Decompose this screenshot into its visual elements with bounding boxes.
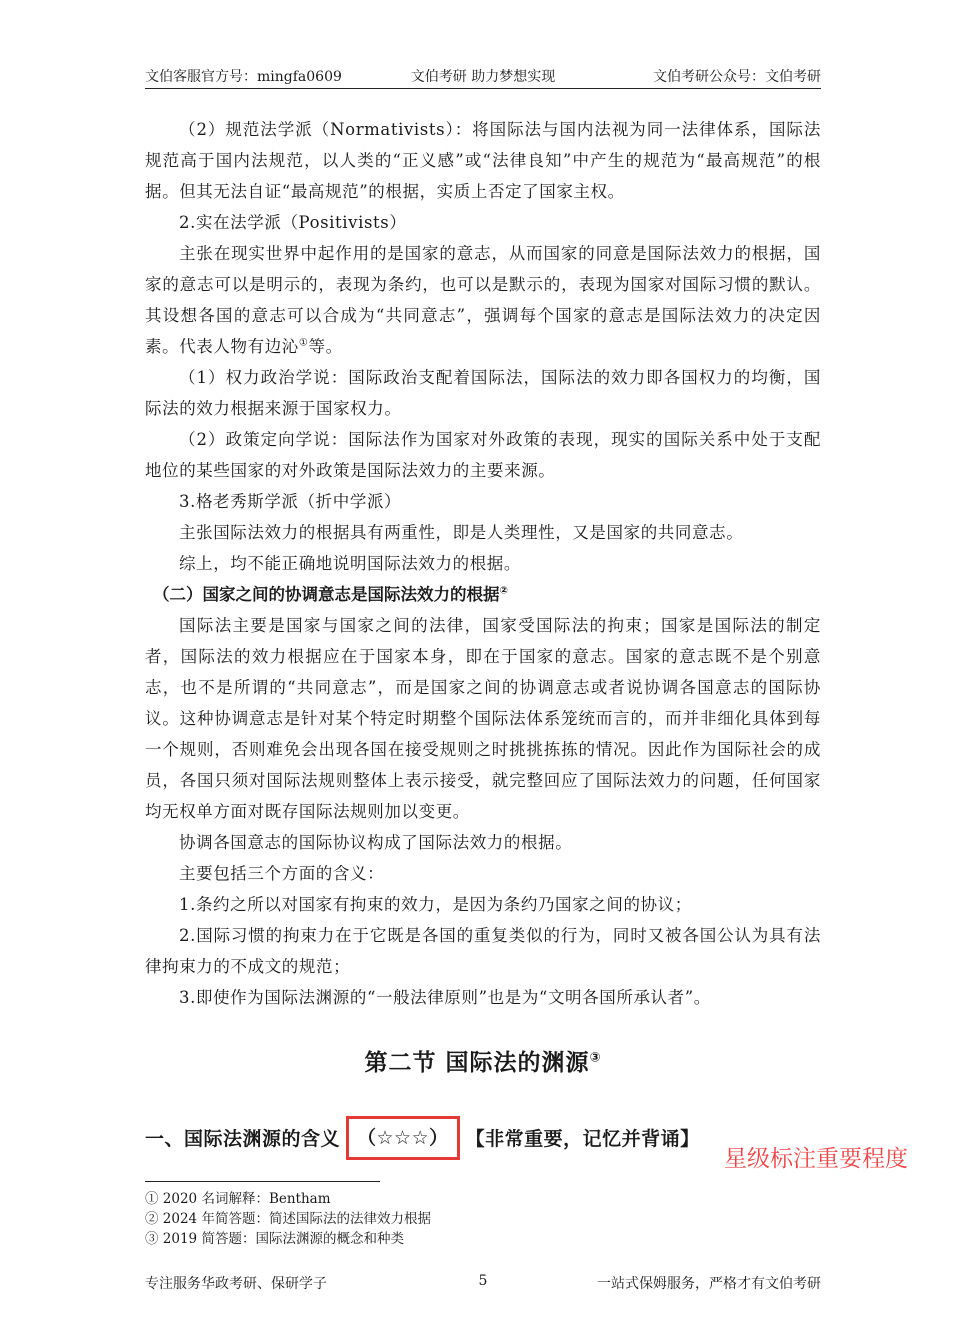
footnote-ref-3: ③	[589, 1050, 602, 1066]
header-center-text: 文伯考研 助力梦想实现	[410, 69, 556, 85]
header-right-text: 文伯考研公众号：文伯考研	[653, 69, 821, 85]
paragraph-treaty: 1.条约之所以对国家有拘束的效力，是因为条约乃国家之间的协议；	[179, 895, 692, 914]
paragraph-power-politics: （1）权力政治学说：国际政治支配着国际法，国际法的效力即各国权力的均衡，国际法的效力根据来源于国家权力。	[145, 368, 821, 418]
paragraph-positivists-text: 主张在现实世界中起作用的是国家的意志，从而国家的同意是国际法效力的根据，国家的意志可以是明示的，表现为条约，也可以是默示的，表现为国家对国际习惯的默认。其设想各国的意志可以合成为“共同意志”，强调每个国家的意志是国际法效力的决定因素。代表人物有边沁	[145, 244, 821, 356]
paragraph-policy-oriented: （2）政策定向学说：国际法作为国家对外政策的表现，现实的国际关系中处于支配地位的某些国家的对外政策是国际法效力的主要来源。	[145, 430, 821, 480]
header-left-text: 文伯客服官方号：mingfa0609	[145, 69, 342, 85]
footnotes	[145, 1189, 431, 1249]
section-title-text: 第二节 国际法的渊源	[364, 1050, 590, 1076]
subheading-text: （二）国家之间的协调意志是国际法效力的根据	[153, 585, 500, 604]
footnote-3: ③ 2019 简答题：国际法渊源的概念和种类	[145, 1231, 404, 1247]
paragraph-positivists-end: 等。	[308, 337, 343, 356]
paragraph-agreement: 协调各国意志的国际协议构成了国际法效力的根据。	[179, 833, 573, 852]
subheading-coordinated-will	[145, 579, 821, 610]
heading-suffix: 【非常重要，记忆并背诵】	[465, 1128, 700, 1150]
footnote-1: ① 2020 名词解释：Bentham	[145, 1191, 331, 1207]
star-rating-box: （☆☆☆）	[346, 1116, 460, 1160]
paragraph-three-meanings: 主要包括三个方面的含义：	[179, 864, 385, 883]
heading-sources-meaning	[145, 1117, 700, 1150]
paragraph-summary: 综上，均不能正确地说明国际法效力的根据。	[179, 554, 521, 573]
page-header	[145, 66, 821, 89]
paragraph-positivists	[145, 238, 821, 362]
footnote-ref-2: ②	[499, 585, 508, 597]
body-text	[145, 114, 821, 1013]
star-annotation-note: 星级标注重要程度	[724, 1146, 908, 1172]
page-number: 5	[478, 1273, 488, 1289]
paragraph-custom: 2.国际习惯的拘束力在于它既是各国的重复类似的行为，同时又被各国公认为具有法律拘束力的不成文的规范；	[145, 926, 821, 976]
paragraph-positivists-heading: 2.实在法学派（Positivists）	[179, 213, 407, 232]
paragraph-coordinated-will: 国际法主要是国家与国家之间的法律，国家受国际法的拘束；国家是国际法的制定者，国际法的效力根据应在于国家本身，即在于国家的意志。国家的意志既不是个别意志，也不是所谓的“共同意志”，而是国家之间的协调意志或者说协调各国意志的国际协议。这种协调意志是针对某个特定时期整个国际法体系笼统而言的，而并非细化具体到每一个规则，否则难免会出现各国在接受规则之时挑挑拣拣的情况。因此作为国际社会的成员，各国只须对国际法规则整体上表示接受，就完整回应了国际法效力的问题，任何国家均无权单方面对既存国际法规则加以变更。	[145, 616, 821, 821]
footer-left-text: 专注服务华政考研、保研学子	[145, 1276, 327, 1292]
heading-prefix: 一、国际法渊源的含义	[145, 1128, 341, 1150]
footnote-ref-1: ①	[298, 337, 309, 349]
footer-right-text: 一站式保姆服务，严格才有文伯考研	[597, 1276, 821, 1292]
section-title	[145, 1044, 821, 1077]
paragraph-normativists: （2）规范法学派（Normativists）：将国际法与国内法视为同一法律体系，国际法规范高于国内法规范，以人类的“正义感”或“法律良知”中产生的规范为“最高规范”的根据。但其无法自证“最高规范”的根据，实质上否定了国家主权。	[145, 120, 821, 201]
footnote-divider	[145, 1181, 380, 1182]
footnote-2: ② 2024 年简答题：简述国际法的法律效力根据	[145, 1211, 431, 1227]
paragraph-grotian: 主张国际法效力的根据具有两重性，即是人类理性，又是国家的共同意志。	[179, 523, 744, 542]
paragraph-grotian-heading: 3.格老秀斯学派（折中学派）	[179, 492, 402, 511]
paragraph-general-principles: 3.即使作为国际法渊源的“一般法律原则”也是为“文明各国所承认者”。	[179, 988, 711, 1007]
